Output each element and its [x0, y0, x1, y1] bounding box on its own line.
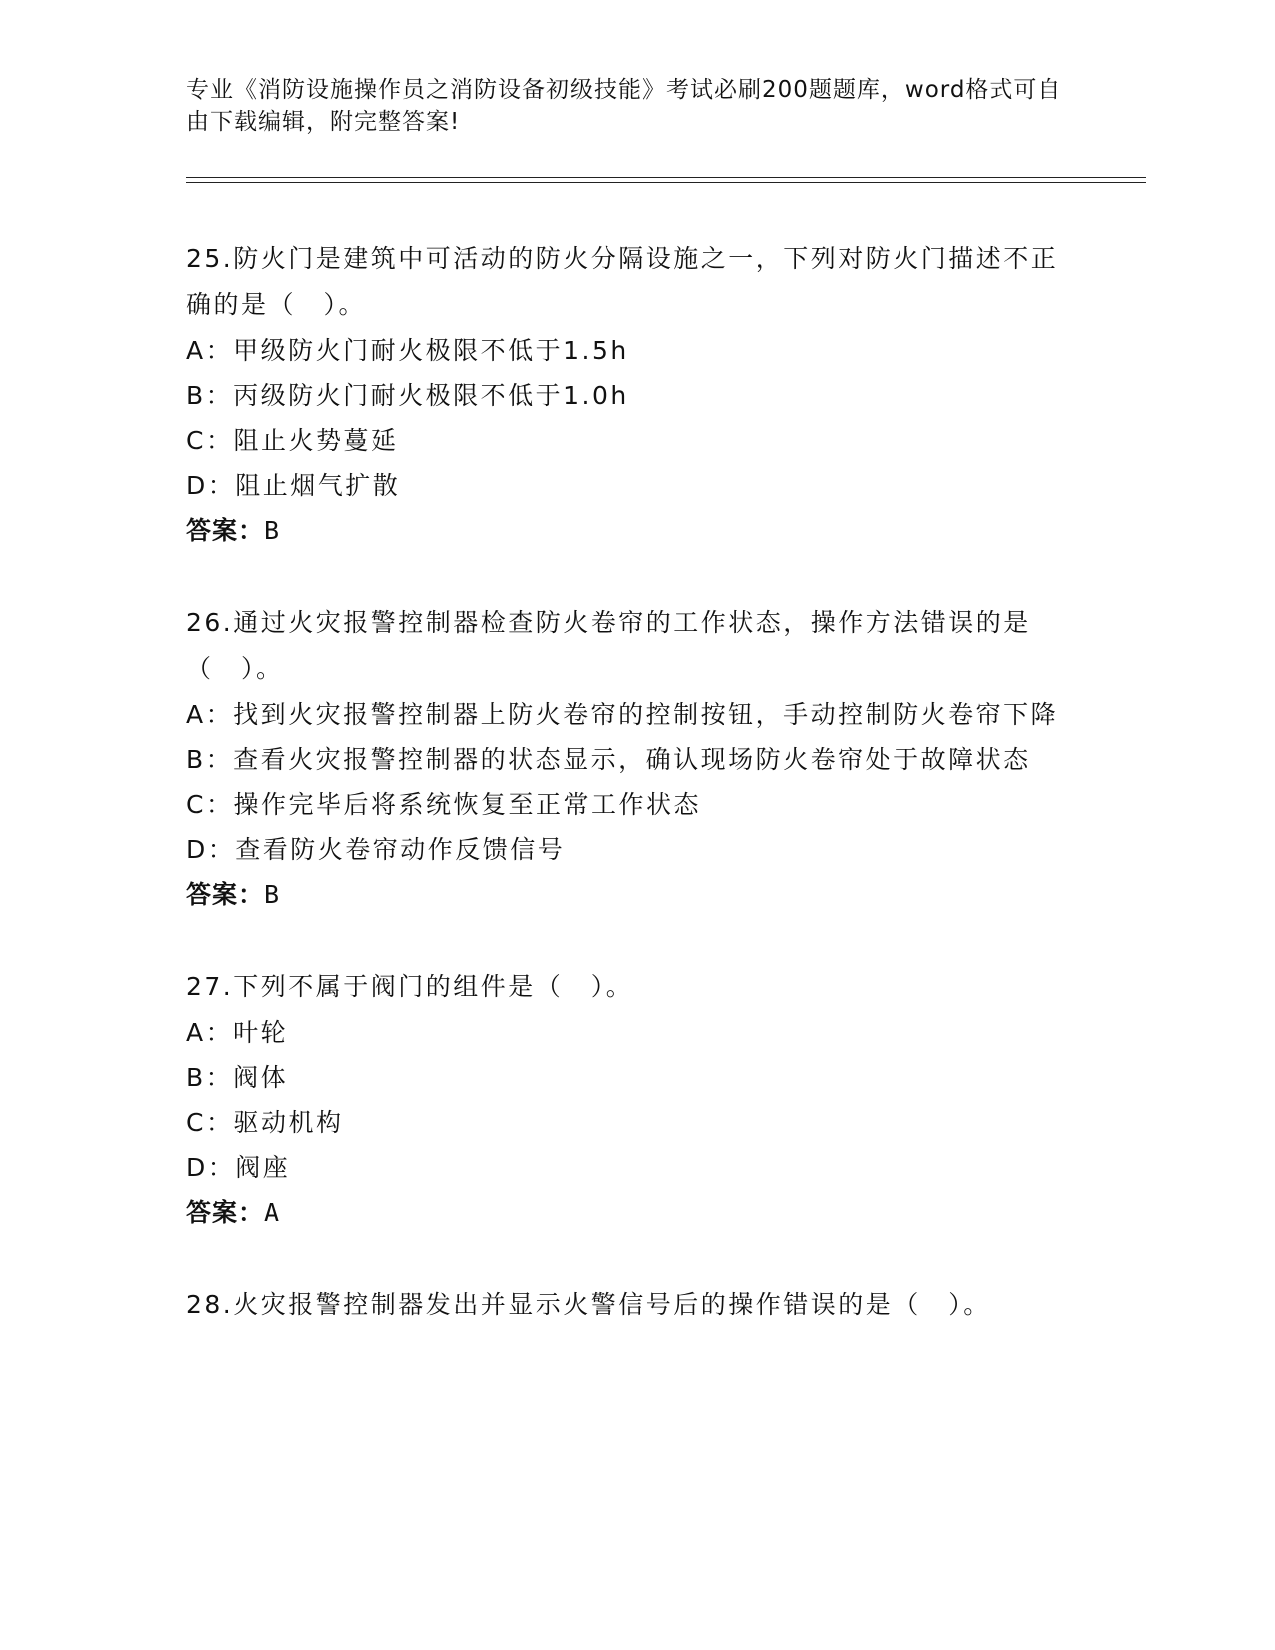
answer [186, 872, 1066, 918]
option-d: D：查看防火卷帘动作反馈信号 [186, 835, 566, 864]
document-header: 专业《消防设施操作员之消防设备初级技能》考试必刷200题题库，word格式可自由下载编辑，附完整答案! [186, 77, 1062, 135]
option-d: D：阻止烟气扩散 [186, 471, 401, 500]
question-27 [186, 964, 1066, 1236]
option-a: A：叶轮 [186, 1018, 289, 1047]
answer-label: 答案： [186, 880, 265, 909]
answer-value: A [264, 1198, 281, 1227]
option-d: D：阀座 [186, 1153, 291, 1182]
option-b: B：查看火灾报警控制器的状态显示，确认现场防火卷帘处于故障状态 [186, 745, 1031, 774]
question-26 [186, 600, 1066, 918]
question-stem: 28.火灾报警控制器发出并显示火警信号后的操作错误的是（ ）。 [186, 1290, 991, 1319]
option-a: A：找到火灾报警控制器上防火卷帘的控制按钮，手动控制防火卷帘下降 [186, 700, 1059, 729]
question-stem: 25.防火门是建筑中可活动的防火分隔设施之一，下列对防火门描述不正确的是（ ）。 [186, 244, 1059, 319]
header-divider [186, 177, 1146, 183]
question-list [186, 236, 1066, 1374]
question-stem: 26.通过火灾报警控制器检查防火卷帘的工作状态，操作方法错误的是（ ）。 [186, 608, 1031, 683]
answer-value: B [264, 516, 281, 545]
option-a: A：甲级防火门耐火极限不低于1.5h [186, 336, 629, 365]
option-c: C：驱动机构 [186, 1108, 344, 1137]
option-c: C：阻止火势蔓延 [186, 426, 399, 455]
answer [186, 1190, 1066, 1236]
question-28 [186, 1282, 1066, 1328]
question-stem: 27.下列不属于阀门的组件是（ ）。 [186, 972, 634, 1001]
answer [186, 508, 1066, 554]
option-c: C：操作完毕后将系统恢复至正常工作状态 [186, 790, 701, 819]
answer-value: B [264, 880, 281, 909]
option-b: B：阀体 [186, 1063, 289, 1092]
option-b: B：丙级防火门耐火极限不低于1.0h [186, 381, 629, 410]
answer-label: 答案： [186, 516, 265, 545]
question-25 [186, 236, 1066, 554]
answer-label: 答案： [186, 1198, 265, 1227]
